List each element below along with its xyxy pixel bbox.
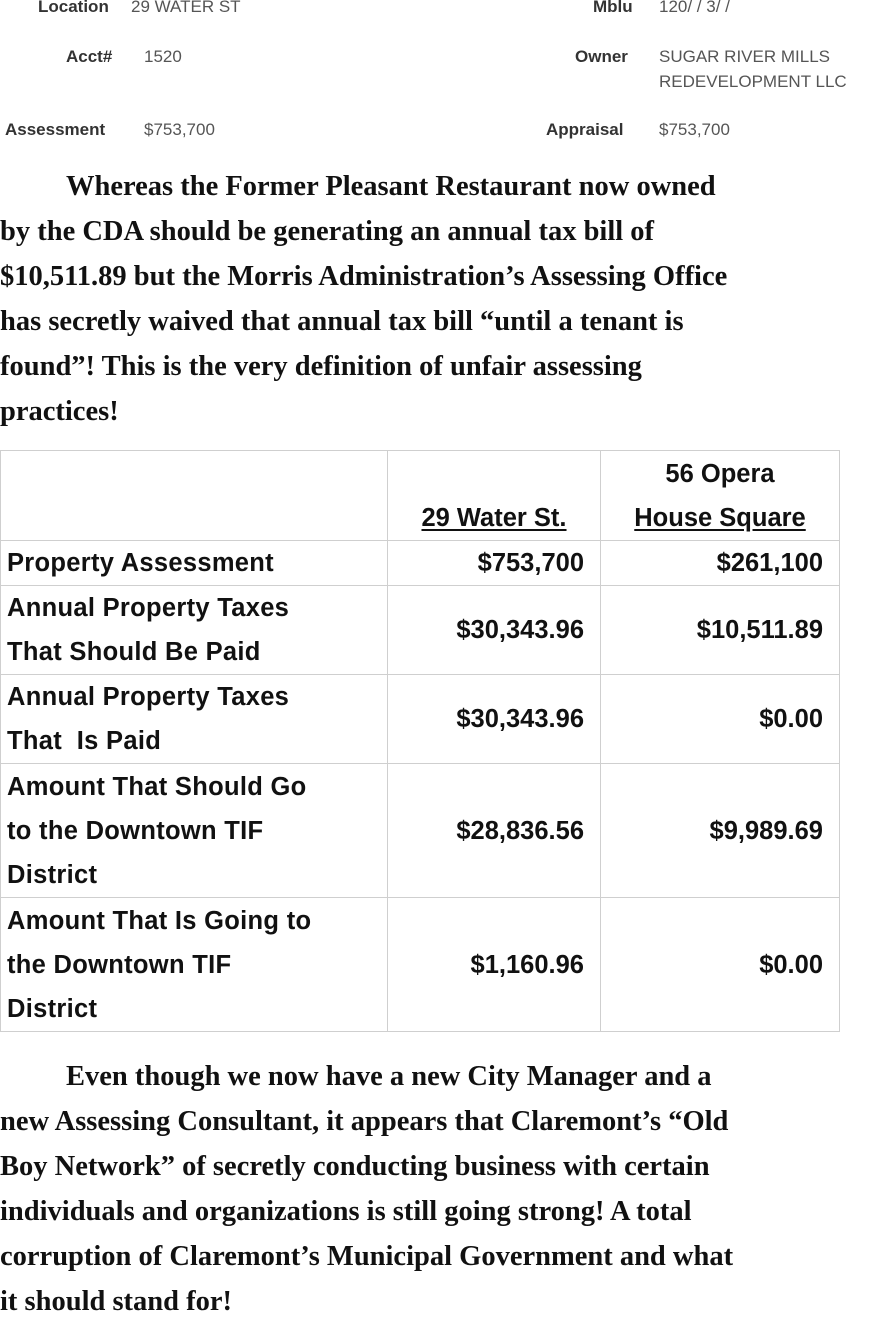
paragraph-line: corruption of Claremont’s Municipal Government and what <box>0 1241 734 1272</box>
row-value-29-water: $30,343.96 <box>388 675 601 764</box>
paragraph-line: Boy Network” of secretly conducting business with certain <box>0 1151 710 1182</box>
row-label-line: District <box>7 860 98 889</box>
location-label: Location <box>38 0 109 16</box>
table-header-row <box>1 451 840 541</box>
row-value-56-opera: $10,511.89 <box>601 586 840 675</box>
row-label <box>1 541 388 586</box>
row-value-29-water: $1,160.96 <box>388 898 601 1032</box>
intro-paragraph <box>0 164 880 434</box>
header-56-opera-line1: 56 Opera <box>665 460 775 488</box>
appraisal-value: $753,700 <box>659 120 730 139</box>
paragraph-line: has secretly waived that annual tax bill “until a tenant is <box>0 306 684 337</box>
row-value-29-water: $28,836.56 <box>388 764 601 898</box>
paragraph-line: Whereas the Former Pleasant Restaurant now owned <box>66 171 716 202</box>
table-row <box>1 764 840 898</box>
row-value-29-water: $30,343.96 <box>388 586 601 675</box>
row-value-56-opera: $0.00 <box>601 898 840 1032</box>
acct-label: Acct# <box>66 47 113 66</box>
row-label-line: the Downtown TIF <box>7 950 232 979</box>
closing-paragraph <box>0 1054 880 1324</box>
paragraph-line: Even though we now have a new City Manager and a <box>66 1061 712 1092</box>
paragraph-line: individuals and organizations is still going strong! A total <box>0 1196 692 1227</box>
paragraph-line: $10,511.89 but the Morris Administration’s Assessing Office <box>0 261 728 292</box>
row-label-line: to the Downtown TIF <box>7 816 264 845</box>
row-value-56-opera: $261,100 <box>601 541 840 586</box>
table-row <box>1 586 840 675</box>
row-value-56-opera: $0.00 <box>601 675 840 764</box>
table-row <box>1 898 840 1032</box>
row-label-line: Annual Property Taxes <box>7 683 290 711</box>
acct-value: 1520 <box>144 47 182 66</box>
paragraph-line: practices! <box>0 396 119 427</box>
row-label-line: That Should Be Paid <box>7 638 261 666</box>
appraisal-label: Appraisal <box>546 120 624 139</box>
paragraph-line: by the CDA should be generating an annual tax bill of <box>0 216 655 247</box>
paragraph-line: new Assessing Consultant, it appears that Claremont’s “Old <box>0 1106 729 1137</box>
mblu-label: Mblu <box>593 0 633 16</box>
header-blank-cell <box>1 451 388 541</box>
table-row <box>1 675 840 764</box>
row-label <box>1 764 388 898</box>
owner-value-line2: REDEVELOPMENT LLC <box>659 72 847 91</box>
row-label-line: Amount That Should Go <box>7 772 307 801</box>
owner-label: Owner <box>575 47 628 66</box>
row-label <box>1 675 388 764</box>
paragraph-line: found”! This is the very definition of unfair assessing <box>0 351 642 382</box>
row-label-line: Amount That Is Going to <box>7 906 312 935</box>
header-56-opera-house-square <box>601 451 840 541</box>
header-29-water-st <box>388 451 601 541</box>
row-value-56-opera: $9,989.69 <box>601 764 840 898</box>
header-56-opera-line2: House Square <box>634 504 806 532</box>
tax-comparison-table <box>0 450 840 1032</box>
header-29-water-st-label: 29 Water St. <box>421 504 567 532</box>
assessment-label: Assessment <box>5 120 106 139</box>
row-label-line: Annual Property Taxes <box>7 594 290 622</box>
row-label <box>1 586 388 675</box>
row-value-29-water: $753,700 <box>388 541 601 586</box>
owner-value-line1: SUGAR RIVER MILLS <box>659 47 830 66</box>
row-label-line: District <box>7 994 98 1023</box>
mblu-value: 120/ / 3/ / <box>659 0 730 16</box>
row-label-line: Property Assessment <box>7 549 274 577</box>
paragraph-line: it should stand for! <box>0 1286 233 1317</box>
table-row <box>1 541 840 586</box>
row-label-line: That Is Paid <box>7 727 162 755</box>
assessment-value: $753,700 <box>144 120 215 139</box>
row-label <box>1 898 388 1032</box>
location-value: 29 WATER ST <box>131 0 241 16</box>
